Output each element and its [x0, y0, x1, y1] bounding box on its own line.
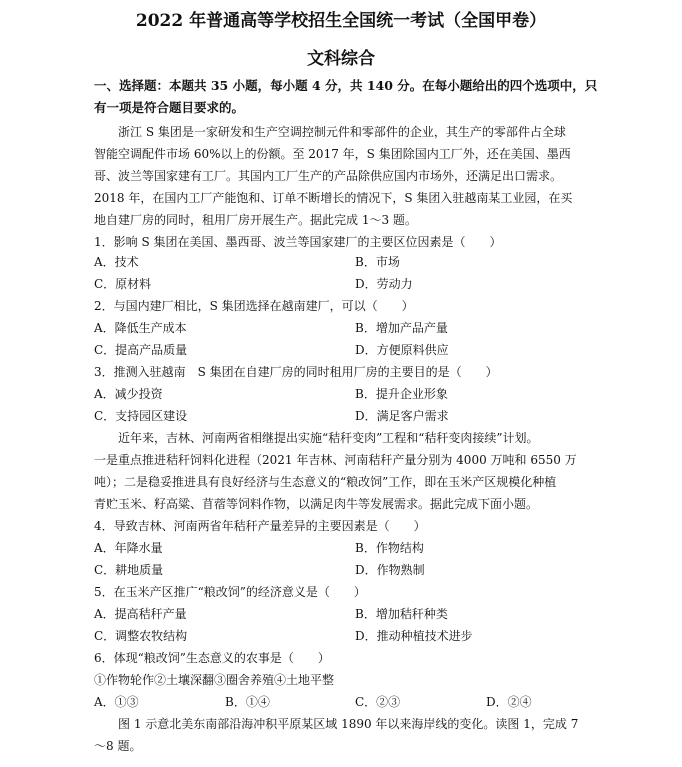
q6-option-b: B．①④: [225, 695, 270, 709]
q3-option-d: D．满足客户需求: [355, 409, 449, 423]
q2-option-c: C．提高产品质量: [94, 343, 188, 357]
q4-option-a: A．年降水量: [94, 541, 163, 555]
q1-option-b: B．市场: [355, 255, 400, 269]
q1-option-c: C．原材料: [94, 277, 152, 291]
q4-option-d: D．作物熟制: [355, 563, 425, 577]
q3-option-b: B．提升企业形象: [355, 387, 448, 401]
q2-option-a: A．降低生产成本: [94, 321, 187, 335]
q2-option-b: B．增加产品产量: [355, 321, 448, 335]
q6-items: ①作物轮作②土壤深翻③圈舍养殖④土地平整: [94, 673, 335, 687]
q3-option-c: C．支持园区建设: [94, 409, 188, 423]
q1-option-a: A．技术: [94, 255, 139, 269]
q6-option-d: D．②④: [486, 695, 532, 709]
q4-option-c: C．耕地质量: [94, 563, 164, 577]
q6-option-c: C．②③: [355, 695, 401, 709]
exam-subtitle: 文科综合: [307, 49, 375, 69]
exam-title: 2022 年普通高等学校招生全国统一考试（全国甲卷）: [135, 11, 547, 31]
q5-option-a: A．提高秸秆产量: [94, 607, 187, 621]
q2-option-d: D．方便原料供应: [355, 343, 449, 357]
q6-option-a: A．①③: [94, 695, 139, 709]
q1-option-d: D．劳动力: [355, 277, 413, 291]
q5-option-d: D．推动种植技术进步: [355, 629, 473, 643]
q4-option-b: B．作物结构: [355, 541, 424, 555]
q3-option-a: A．减少投资: [94, 387, 163, 401]
q5-option-b: B．增加秸秆种类: [355, 607, 448, 621]
q5-option-c: C．调整农牧结构: [94, 629, 188, 643]
